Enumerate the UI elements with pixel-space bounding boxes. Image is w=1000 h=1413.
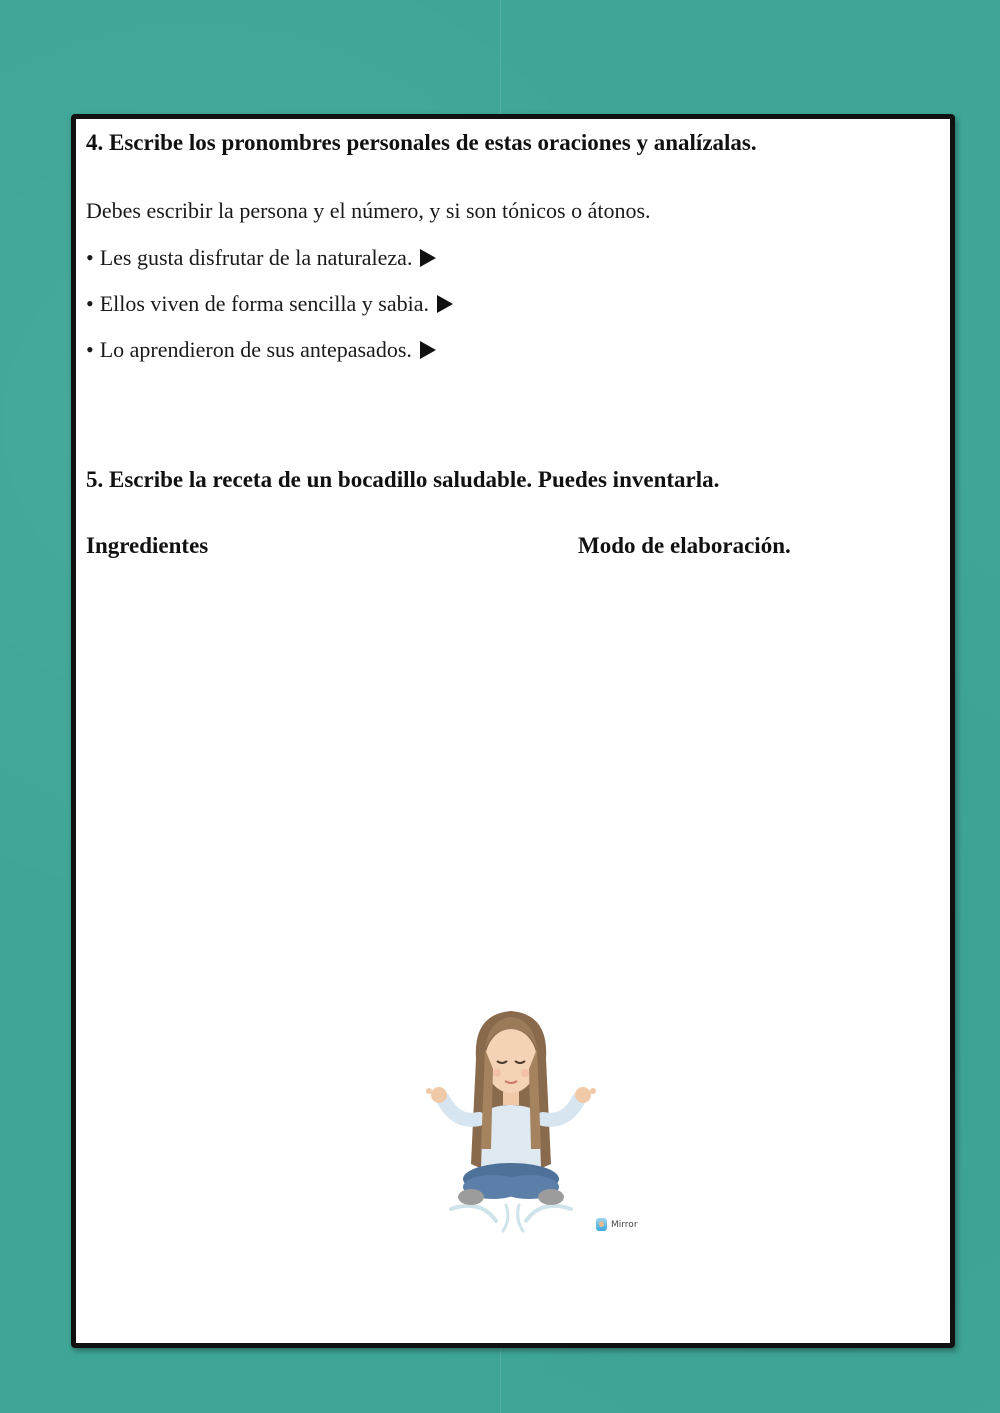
sentence-item-1 [86, 245, 436, 271]
mirror-watermark [596, 1218, 638, 1231]
meditating-girl-avatar [411, 999, 611, 1239]
sentence-text: Ellos viven de forma sencilla y sabia. [99, 291, 429, 316]
sentence-item-2 [86, 291, 453, 317]
preparation-heading: Modo de elaboración. [578, 533, 791, 558]
question-4-title: 4. Escribe los pronombres personales de estas oraciones y analízalas. [86, 130, 757, 155]
mirror-logo-icon [596, 1218, 607, 1231]
meditation-illustration [411, 999, 611, 1239]
play-icon[interactable] [420, 249, 436, 267]
play-icon[interactable] [437, 295, 453, 313]
play-icon[interactable] [420, 341, 436, 359]
bullet: • [86, 337, 94, 362]
ingredients-heading: Ingredientes [86, 533, 209, 558]
question-5-title: 5. Escribe la receta de un bocadillo saludable. Puedes inventarla. [86, 467, 720, 492]
bullet: • [86, 291, 94, 316]
sentence-item-3 [86, 337, 436, 363]
worksheet-card [71, 114, 955, 1348]
question-4-instruction: Debes escribir la persona y el número, y si son tónicos o átonos. [86, 198, 651, 223]
bullet: • [86, 245, 94, 270]
sentence-text: Lo aprendieron de sus antepasados. [99, 337, 412, 362]
sentence-text: Les gusta disfrutar de la naturaleza. [99, 245, 413, 270]
mirror-label: Mirror [611, 1219, 638, 1230]
